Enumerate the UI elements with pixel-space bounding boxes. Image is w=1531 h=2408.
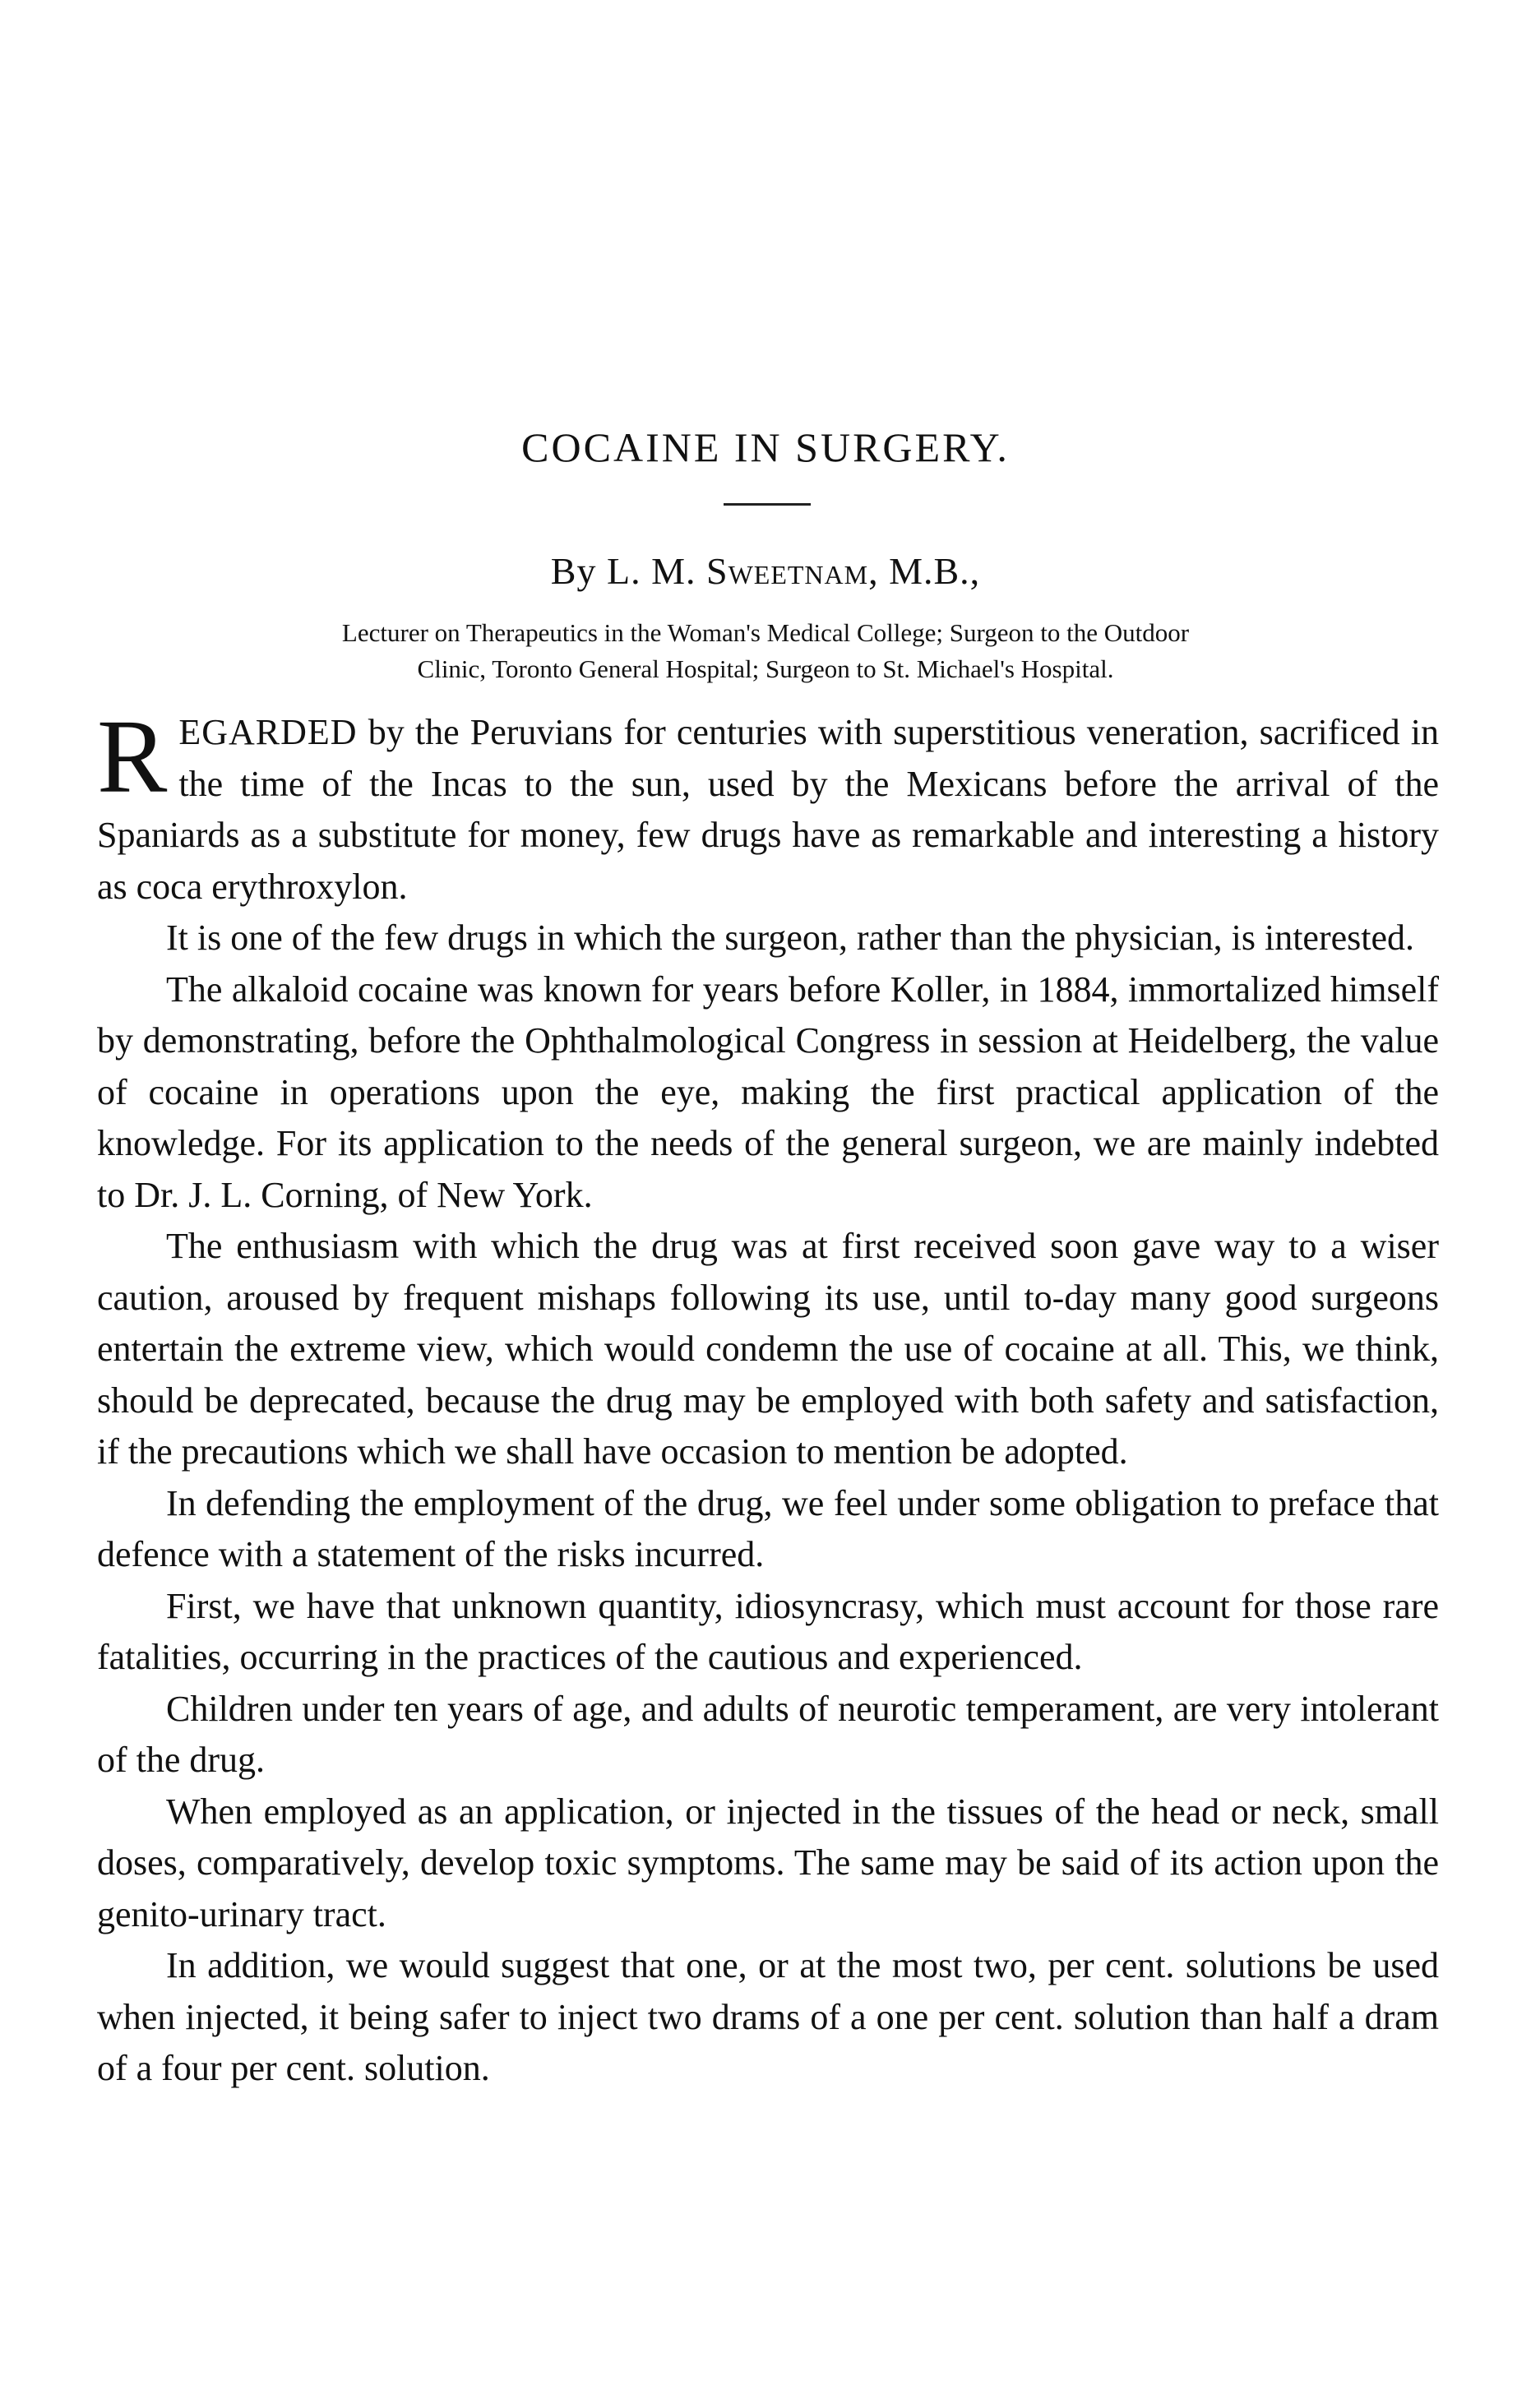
article-body [97,698,1439,2095]
author-initials: L. M. [606,550,696,592]
paragraph-7: Children under ten years of age, and adults of neurotic temperament, are very intolerant of the drug. [97,1688,1439,1780]
paragraph-8: When employed as an application, or injected in the tissues of the head or neck, small doses, comparatively, develop toxic symptoms. The same may be said of its action upon the genito-urinary tract. [97,1791,1439,1934]
paragraph-1-text: by the Peruvians for centuries with superstitious veneration, sacrificed in the time of the Incas to the sun, used by the Mexicans before the arrival of the Spaniards as a substitute for money, few drugs have as remarkable and interesting a history as coca erythroxylon. [97,712,1439,907]
paragraph-6: First, we have that unknown quantity, idiosyncrasy, which must account for those rare fatalities, occurring in the practices of the cautious and experienced. [97,1585,1439,1677]
paragraph-3: The alkaloid cocaine was known for years before Koller, in 1884, immortalized himself by demonstrating, before the Ophthalmological Congress in session at Heidelberg, the value of cocaine in operations upon the eye, making the first practical application of the knowledge. For its application to the needs of the general surgeon, we are mainly indebted to Dr. J. L. Corning, of New York. [97,968,1439,1215]
author-degree: , M.B., [868,550,981,592]
author-surname: Sweetnam [705,550,869,592]
author-affiliation [0,615,1531,687]
paragraph-9: In addition, we would suggest that one, or at the most two, per cent. solutions be used when injected, it being safer to inject two drams of a one per cent. solution than half a dram of a four per cent. solution. [97,1945,1439,2088]
paragraph-4: The enthusiasm with which the drug was at first received soon gave way to a wiser caution, aroused by frequent mishaps following its use, until to-day many good surgeons entertain the extreme view, which would condemn the use of cocaine at all. This, we think, should be deprecated, because the drug may be employed with both safety and satisfaction, if the precautions which we shall have occasion to mention be adopted. [97,1226,1439,1472]
paragraph-5: In defending the employment of the drug, we feel under some obligation to preface that defence with a statement of the risks incurred. [97,1482,1439,1574]
affiliation-line-2: Clinic, Toronto General Hospital; Surgeon to St. Michael's Hospital. [417,654,1114,683]
title-rule-divider [724,503,811,506]
affiliation-line-1: Lecturer on Therapeutics in the Woman's Medical College; Surgeon to the Outdoor [341,618,1190,647]
author-byline [0,549,1531,593]
article-title: COCAINE IN SURGERY. [521,424,1010,470]
paragraph-1 [97,698,1439,913]
lead-word: EGARDED [178,712,358,752]
paragraph-2: It is one of the few drugs in which the surgeon, rather than the physician, is interested. [166,917,1415,958]
drop-cap: R [97,698,168,815]
byline-prefix: By [550,550,597,592]
